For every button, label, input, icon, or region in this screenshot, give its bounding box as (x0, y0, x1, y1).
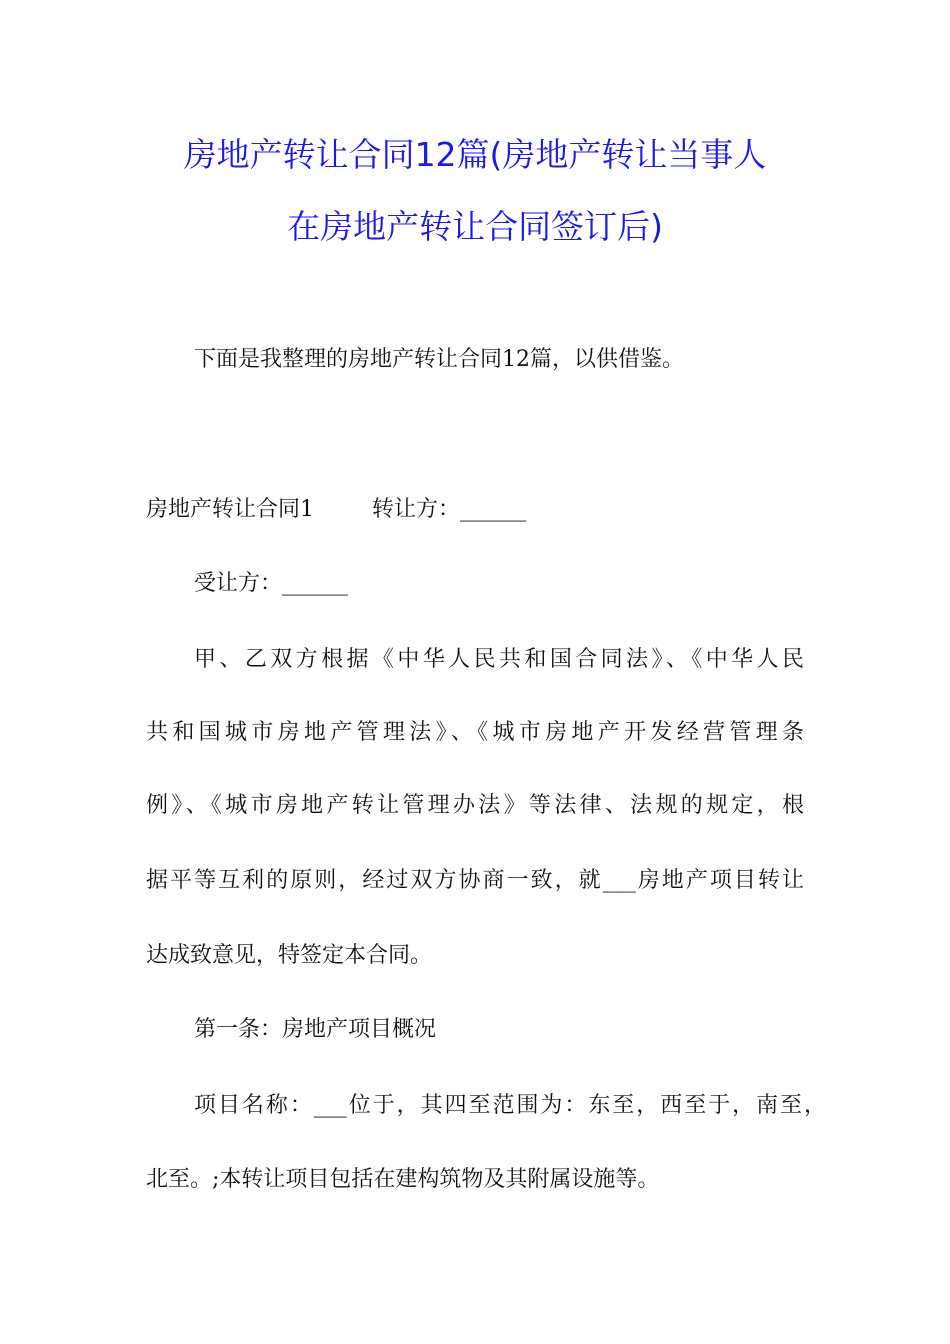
contract-heading-line (146, 495, 816, 525)
paragraph-line: 项目名称：___位于，其四至范围为：东至，西至于，南至， (194, 1093, 826, 1118)
document-title-line-1: 房地产转让合同12篇(房地产转让当事人 (183, 135, 767, 174)
paragraph-line: 共和国城市房地产管理法》、《城市房地产开发经营管理条 (146, 720, 804, 745)
transferor-field: 转让方：______ (372, 497, 527, 522)
paragraph-line: 达成致意见，特签定本合同。 (146, 943, 433, 968)
intro-paragraph: 下面是我整理的房地产转让合同12篇，以供借鉴。 (194, 347, 684, 372)
document-title-line-2: 在房地产转让合同签订后) (287, 207, 663, 246)
paragraph-line: 据平等互利的原则，经过双方协商一致，就___房地产项目转让 (146, 868, 804, 893)
contract-heading: 房地产转让合同1 (146, 497, 314, 522)
paragraph-line: 北至。;本转让项目包括在建构筑物及其附属设施等。 (146, 1167, 660, 1192)
paragraph-line: 例》、《城市房地产转让管理办法》等法律、法规的规定，根 (146, 793, 804, 818)
article-1-title: 第一条：房地产项目概况 (194, 1017, 437, 1042)
paragraph-line: 甲、乙双方根据《中华人民共和国合同法》、《中华人民 (194, 647, 804, 672)
transferee-field: 受让方：______ (194, 571, 349, 596)
